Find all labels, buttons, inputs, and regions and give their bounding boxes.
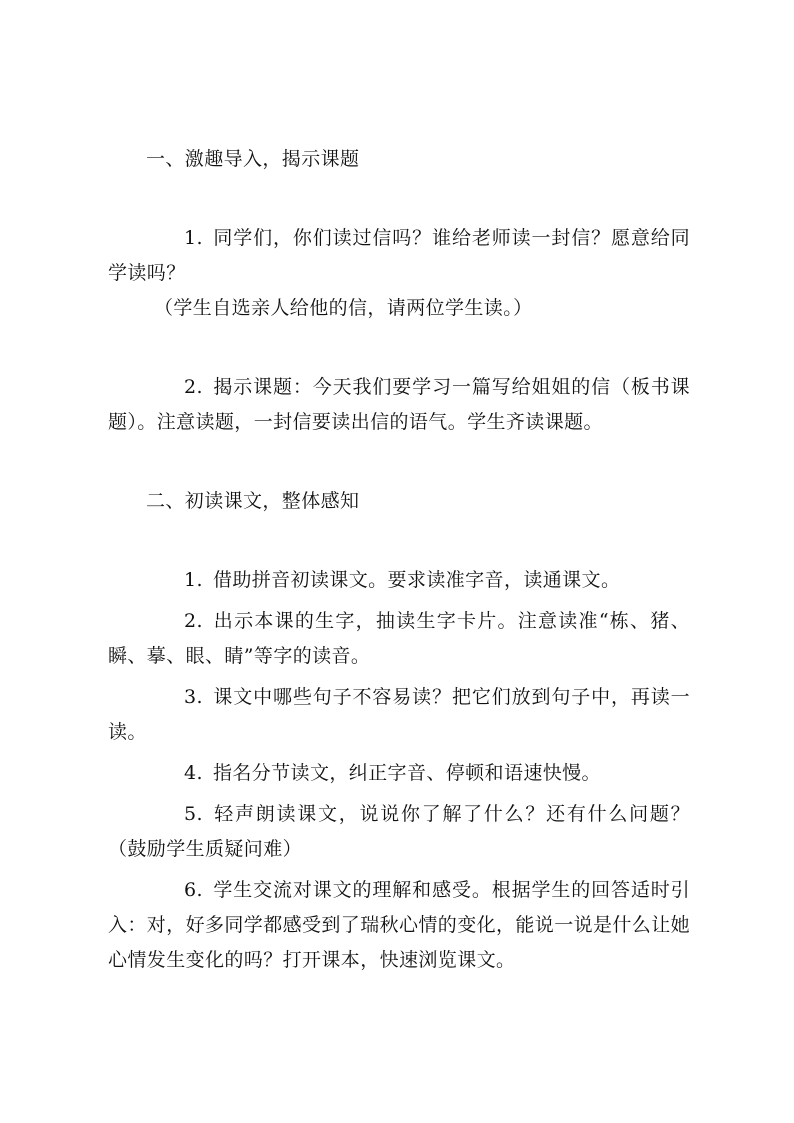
item-text: 课文中哪些句子不容易读？把它们放到句子中，再读一读。 bbox=[108, 686, 690, 743]
item-text: 借助拼音初读课文。要求读准字音，读通课文。 bbox=[212, 569, 621, 591]
item-text: 学生交流对课文的理解和感受。根据学生的回答适时引入：对，好多同学都感受到了瑞秋心情的变化，能说一说是什么让她心情发生变化的吗？打开课本，快速浏览课文。 bbox=[108, 879, 691, 971]
paragraph-2-2 bbox=[108, 604, 690, 674]
paragraph-note: （学生自选亲人给他的信，请两位学生读。） bbox=[154, 297, 533, 319]
paragraph-2-6 bbox=[108, 873, 690, 978]
spacer bbox=[108, 326, 690, 370]
item-number: 2. bbox=[184, 610, 203, 632]
paragraph-2-1 bbox=[108, 563, 690, 598]
item-number: 2. bbox=[184, 376, 203, 398]
item-text: 轻声朗读课文，说说你了解了什么？还有什么问题？（鼓励学生质疑问难） bbox=[108, 803, 690, 860]
spacer bbox=[108, 519, 690, 563]
item-text: 出示本课的生字，抽读生字卡片。注意读准“栋、猪、瞬、摹、眼、睛”等字的读音。 bbox=[108, 610, 690, 667]
document-page bbox=[108, 142, 690, 978]
paragraph-1-2 bbox=[108, 370, 690, 440]
item-number: 1. bbox=[184, 569, 203, 591]
paragraph-1-1 bbox=[108, 221, 690, 291]
spacer bbox=[108, 440, 690, 484]
paragraph-2-5 bbox=[108, 797, 690, 867]
item-number: 4. bbox=[184, 762, 203, 784]
item-number: 5. bbox=[184, 803, 203, 825]
item-text: 揭示课题：今天我们要学习一篇写给姐姐的信（板书课题）。注意读题，一封信要读出信的语气。学生齐读课题。 bbox=[108, 376, 690, 433]
item-text: 同学们，你们读过信吗？谁给老师读一封信？愿意给同学读吗？ bbox=[108, 227, 690, 284]
item-number: 3. bbox=[184, 686, 203, 708]
paragraph-2-4 bbox=[108, 756, 690, 791]
item-number: 6. bbox=[184, 879, 203, 901]
section-heading-1: 一、激趣导入，揭示课题 bbox=[146, 148, 360, 170]
paragraph-2-3 bbox=[108, 680, 690, 750]
spacer bbox=[108, 177, 690, 221]
item-number: 1. bbox=[184, 227, 203, 249]
section-heading-2: 二、初读课文，整体感知 bbox=[146, 490, 360, 512]
item-text: 指名分节读文，纠正字音、停顿和语速快慢。 bbox=[212, 762, 601, 784]
